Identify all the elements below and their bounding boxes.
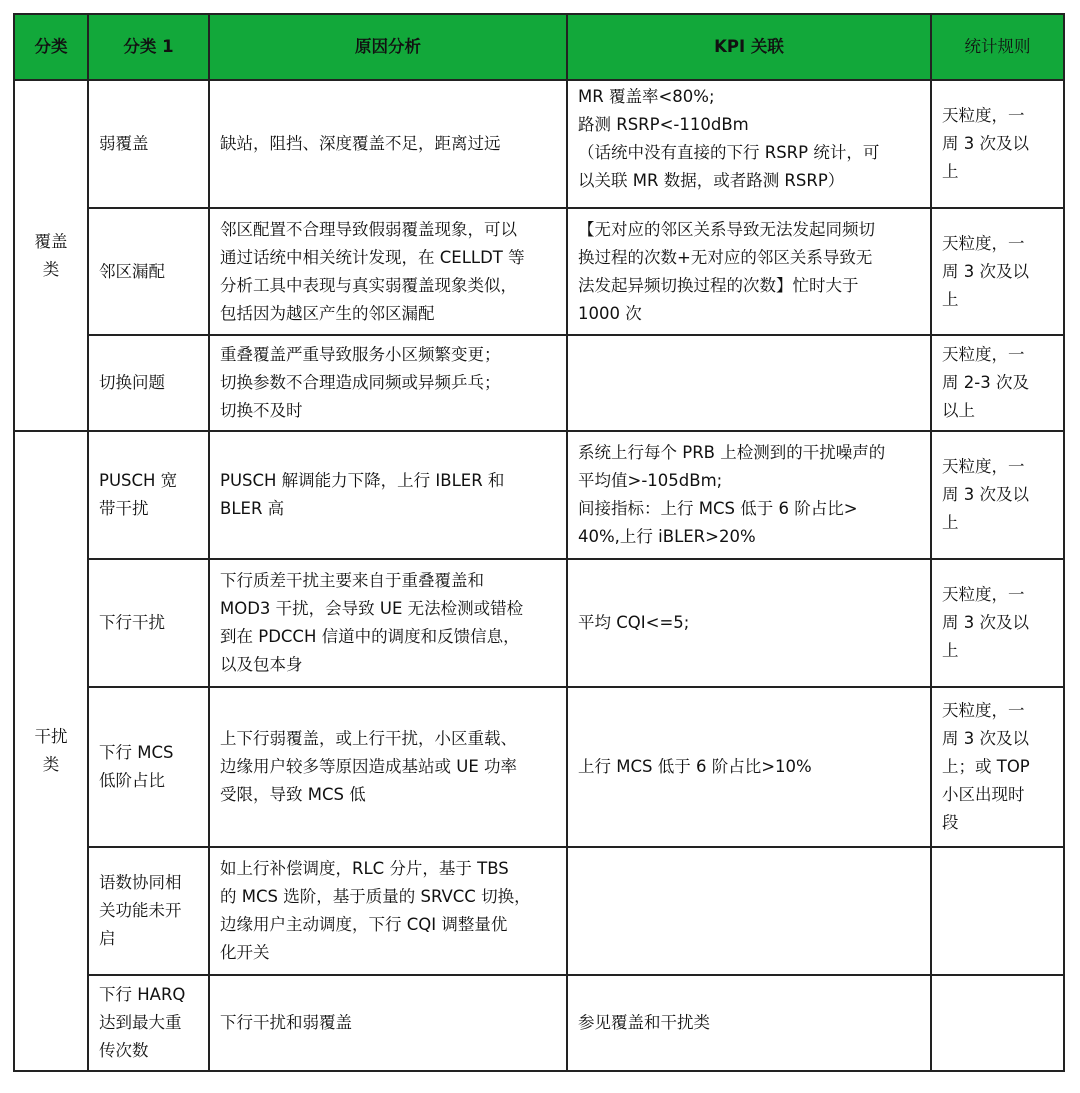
cause-line: 边缘用户较多等原因造成基站或 UE 功率 bbox=[220, 757, 517, 776]
rule-line: 周 3 次及以 bbox=[942, 485, 1029, 504]
kpi-line: 参见覆盖和干扰类 bbox=[578, 1013, 710, 1032]
cause-line: 边缘用户主动调度，下行 CQI 调整量优 bbox=[220, 915, 508, 934]
rule-line: 周 2-3 次及 bbox=[942, 373, 1029, 392]
subcategory-cell bbox=[88, 431, 209, 559]
category-name-line: 类 bbox=[42, 755, 60, 774]
rule-line: 周 3 次及以 bbox=[942, 261, 1029, 281]
subcategory-cell bbox=[88, 975, 209, 1071]
cause-cell bbox=[209, 975, 567, 1071]
table-row bbox=[14, 431, 1064, 559]
subcategory-line: 切换问题 bbox=[99, 373, 165, 392]
subcategory-line: 低阶占比 bbox=[99, 771, 165, 790]
kpi-cell bbox=[567, 80, 931, 208]
cause-line: 重叠覆盖严重导致服务小区频繁变更； bbox=[220, 345, 501, 364]
kpi-line: 系统上行每个 PRB 上检测到的干扰噪声的 bbox=[578, 443, 886, 462]
rule-line: 天粒度，一 bbox=[942, 345, 1025, 364]
category-name-line: 类 bbox=[42, 259, 60, 279]
kpi-line: 1000 次 bbox=[578, 303, 642, 323]
subcategory-cell bbox=[88, 80, 209, 208]
category-name-line: 覆盖 bbox=[34, 231, 68, 251]
rule-cell bbox=[931, 687, 1064, 847]
rule-cell bbox=[931, 559, 1064, 687]
kpi-line: 路测 RSRP<-110dBm bbox=[578, 115, 749, 134]
rule-cell bbox=[931, 335, 1064, 431]
rule-line: 天粒度，一 bbox=[942, 701, 1025, 720]
rule-line: 周 3 次及以 bbox=[942, 134, 1029, 153]
kpi-cell bbox=[567, 335, 931, 431]
cause-line: 化开关 bbox=[220, 943, 270, 962]
kpi-line: 平均 CQI<=5; bbox=[578, 613, 690, 632]
kpi-cell bbox=[567, 208, 931, 335]
cause-line: 受限，导致 MCS 低 bbox=[220, 785, 366, 804]
rule-line: 上 bbox=[942, 162, 959, 181]
kpi-line: 法发起异频切换过程的次数】忙时大于 bbox=[578, 275, 859, 295]
cause-cell bbox=[209, 335, 567, 431]
rule-line: 段 bbox=[942, 813, 959, 832]
rule-line: 以上 bbox=[942, 401, 975, 420]
rule-line: 小区出现时 bbox=[942, 785, 1025, 804]
kpi-line: MR 覆盖率<80%; bbox=[578, 87, 715, 106]
category-cell bbox=[14, 80, 88, 431]
rule-cell bbox=[931, 847, 1064, 975]
cause-line: BLER 高 bbox=[220, 499, 285, 518]
cause-cell bbox=[209, 559, 567, 687]
subcategory-line: 关功能未开 bbox=[99, 901, 182, 920]
header-kpi: KPI 关联 bbox=[567, 14, 931, 80]
rule-line: 天粒度，一 bbox=[942, 457, 1025, 476]
rule-line: 上 bbox=[942, 641, 959, 660]
cause-line: 的 MCS 选阶，基于质量的 SRVCC 切换， bbox=[220, 887, 531, 906]
subcategory-line: 达到最大重 bbox=[99, 1013, 182, 1032]
subcategory-cell bbox=[88, 559, 209, 687]
subcategory-line: 带干扰 bbox=[99, 499, 149, 518]
cause-line: PUSCH 解调能力下降，上行 IBLER 和 bbox=[220, 471, 505, 490]
kpi-line: 40%,上行 iBLER>20% bbox=[578, 527, 756, 546]
table-row bbox=[14, 687, 1064, 847]
kpi-cell bbox=[567, 559, 931, 687]
kpi-cell bbox=[567, 431, 931, 559]
cause-line: 以及包本身 bbox=[220, 655, 303, 674]
category-name-line: 干扰 bbox=[34, 727, 68, 746]
subcategory-cell bbox=[88, 847, 209, 975]
cause-cell bbox=[209, 208, 567, 335]
subcategory-line: 邻区漏配 bbox=[99, 261, 165, 281]
kpi-cell bbox=[567, 975, 931, 1071]
kpi-cell bbox=[567, 847, 931, 975]
rule-line: 天粒度，一 bbox=[942, 106, 1025, 125]
cause-line: MOD3 干扰，会导致 UE 无法检测或错检 bbox=[220, 599, 524, 618]
header-row bbox=[14, 14, 1064, 80]
cause-line: 包括因为越区产生的邻区漏配 bbox=[220, 303, 435, 323]
rule-line: 上 bbox=[942, 289, 959, 309]
table-row bbox=[14, 80, 1064, 208]
rule-line: 周 3 次及以 bbox=[942, 613, 1029, 632]
subcategory-cell bbox=[88, 208, 209, 335]
subcategory-line: PUSCH 宽 bbox=[99, 471, 178, 490]
cause-line: 邻区配置不合理导致假弱覆盖现象，可以 bbox=[220, 219, 517, 239]
cause-line: 切换不及时 bbox=[220, 401, 303, 420]
table-row bbox=[14, 559, 1064, 687]
rule-line: 上 bbox=[942, 513, 959, 532]
subcategory-line: 语数协同相 bbox=[99, 873, 182, 892]
header-subcategory: 分类 1 bbox=[88, 14, 209, 80]
table-row bbox=[14, 975, 1064, 1071]
cause-line: 分析工具中表现与真实弱覆盖现象类似， bbox=[220, 275, 517, 295]
kpi-cell bbox=[567, 687, 931, 847]
cause-cell bbox=[209, 687, 567, 847]
subcategory-line: 启 bbox=[99, 929, 116, 948]
kpi-line: 【无对应的邻区关系导致无法发起同频切 bbox=[578, 219, 875, 239]
subcategory-line: 下行干扰 bbox=[99, 613, 165, 632]
subcategory-line: 弱覆盖 bbox=[99, 134, 149, 153]
category-cell bbox=[14, 431, 88, 1071]
table-row bbox=[14, 335, 1064, 431]
kpi-line: 平均值>-105dBm; bbox=[578, 471, 723, 490]
kpi-line: 换过程的次数+无对应的邻区关系导致无 bbox=[578, 247, 873, 267]
cause-line: 如上行补偿调度，RLC 分片，基于 TBS bbox=[220, 859, 509, 878]
cause-line: 下行干扰和弱覆盖 bbox=[220, 1013, 352, 1032]
kpi-line: 间接指标：上行 MCS 低于 6 阶占比> bbox=[578, 499, 858, 518]
cause-line: 通过话统中相关统计发现，在 CELLDT 等 bbox=[220, 247, 525, 267]
subcategory-line: 下行 HARQ bbox=[99, 985, 186, 1004]
header-cause: 原因分析 bbox=[209, 14, 567, 80]
cause-line: 切换参数不合理造成同频或异频乒乓； bbox=[220, 373, 501, 392]
rule-line: 天粒度，一 bbox=[942, 585, 1025, 604]
cause-line: 到在 PDCCH 信道中的调度和反馈信息， bbox=[220, 627, 520, 646]
rule-cell bbox=[931, 208, 1064, 335]
rule-line: 天粒度，一 bbox=[942, 233, 1025, 253]
table-row bbox=[14, 208, 1064, 335]
rule-cell bbox=[931, 431, 1064, 559]
rule-cell bbox=[931, 975, 1064, 1071]
subcategory-cell bbox=[88, 335, 209, 431]
table-container bbox=[13, 13, 1065, 1072]
kpi-analysis-table bbox=[13, 13, 1065, 1072]
header-category: 分类 bbox=[14, 14, 88, 80]
cause-line: 缺站，阻挡、深度覆盖不足，距离过远 bbox=[220, 134, 501, 153]
header-rule: 统计规则 bbox=[931, 14, 1064, 80]
table-row bbox=[14, 847, 1064, 975]
kpi-line: 上行 MCS 低于 6 阶占比>10% bbox=[578, 757, 812, 776]
cause-cell bbox=[209, 431, 567, 559]
cause-cell bbox=[209, 80, 567, 208]
subcategory-cell bbox=[88, 687, 209, 847]
rule-line: 上；或 TOP bbox=[942, 757, 1030, 776]
cause-cell bbox=[209, 847, 567, 975]
cause-line: 下行质差干扰主要来自于重叠覆盖和 bbox=[220, 571, 484, 590]
kpi-line: （话统中没有直接的下行 RSRP 统计，可 bbox=[578, 143, 880, 162]
rule-line: 周 3 次及以 bbox=[942, 729, 1029, 748]
subcategory-line: 传次数 bbox=[99, 1041, 149, 1060]
subcategory-line: 下行 MCS bbox=[99, 743, 174, 762]
rule-cell bbox=[931, 80, 1064, 208]
kpi-line: 以关联 MR 数据，或者路测 RSRP） bbox=[578, 171, 845, 190]
cause-line: 上下行弱覆盖，或上行干扰，小区重载、 bbox=[220, 729, 517, 748]
